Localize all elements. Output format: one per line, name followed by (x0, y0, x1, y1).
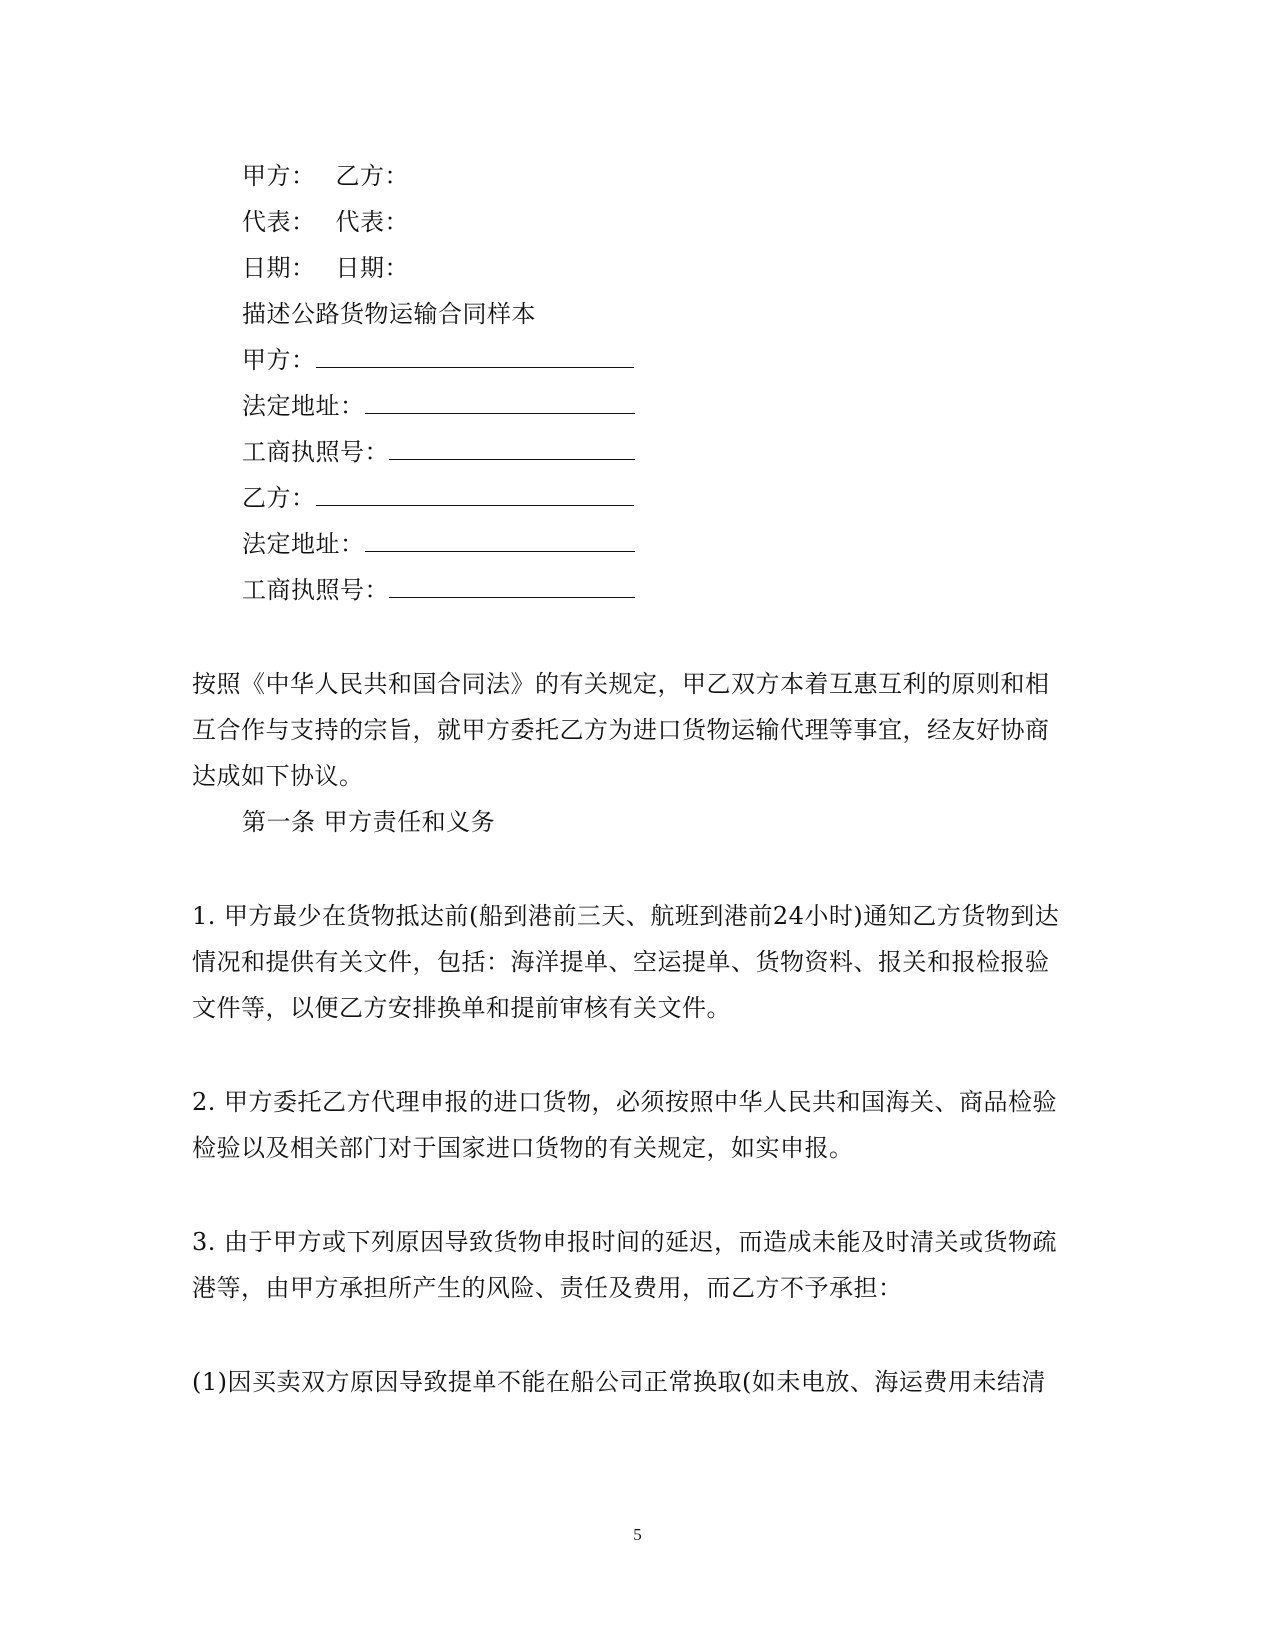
signature-row-party (242, 160, 409, 192)
party-b-address-blank-line (365, 529, 635, 552)
clause-3-line-1: 3. 由于甲方或下列原因导致货物申报时间的延迟，而造成未能及时清关或货物疏 (192, 1228, 1058, 1256)
party-b-blank-line (316, 483, 634, 506)
party-a-license-field (242, 436, 635, 468)
sample-title: 描述公路货物运输合同样本 (242, 300, 536, 328)
preamble-line-1: 按照《中华人民共和国合同法》的有关规定，甲乙双方本着互惠互利的原则和相 (192, 670, 1050, 698)
party-a-license-blank-line (389, 437, 635, 460)
party-b-field (242, 482, 634, 514)
party-a-license-label: 工商执照号： (242, 438, 389, 466)
party-a-field (242, 344, 634, 376)
clause-1-line-1: 1. 甲方最少在货物抵达前(船到港前三天、航班到港前24小时)通知乙方货物到达 (192, 902, 1060, 930)
party-a-field-label: 甲方： (242, 346, 316, 374)
clause-3-line-2: 港等，由甲方承担所产生的风险、责任及费用，而乙方不予承担： (192, 1274, 903, 1302)
clause-2-line-2: 检验以及相关部门对于国家进口货物的有关规定，如实申报。 (192, 1134, 854, 1162)
party-a-address-label: 法定地址： (242, 392, 365, 420)
party-b-field-label: 乙方： (242, 484, 316, 512)
preamble-line-2: 互合作与支持的宗旨，就甲方委托乙方为进口货物运输代理等事宜，经友好协商 (192, 716, 1050, 744)
clause-3-item-1: (1)因买卖双方原因导致提单不能在船公司正常换取(如未电放、海运费用未结清 (192, 1368, 1046, 1396)
page-number: 5 (633, 1525, 642, 1544)
party-a-address-blank-line (365, 391, 635, 414)
party-b-license-label: 工商执照号： (242, 576, 389, 604)
clause-1-line-2: 情况和提供有关文件，包括：海洋提单、空运提单、货物资料、报关和报检报验 (192, 948, 1050, 976)
date-b-label: 日期： (335, 254, 409, 282)
party-a-label: 甲方： (242, 162, 316, 190)
signature-row-date (242, 252, 409, 284)
article-1-heading: 第一条 甲方责任和义务 (242, 808, 496, 836)
rep-a-label: 代表： (242, 208, 316, 236)
party-b-license-blank-line (389, 575, 635, 598)
rep-b-label: 代表： (335, 208, 409, 236)
party-b-address-field (242, 528, 635, 560)
party-b-license-field (242, 574, 635, 606)
preamble-line-3: 达成如下协议。 (192, 762, 364, 790)
signature-row-representative (242, 206, 409, 238)
party-a-blank-line (316, 345, 634, 368)
party-b-address-label: 法定地址： (242, 530, 365, 558)
party-b-label: 乙方： (335, 162, 409, 190)
clause-2-line-1: 2. 甲方委托乙方代理申报的进口货物，必须按照中华人民共和国海关、商品检验 (192, 1088, 1058, 1116)
party-a-address-field (242, 390, 635, 422)
date-a-label: 日期： (242, 254, 316, 282)
clause-1-line-3: 文件等，以便乙方安排换单和提前审核有关文件。 (192, 994, 731, 1022)
